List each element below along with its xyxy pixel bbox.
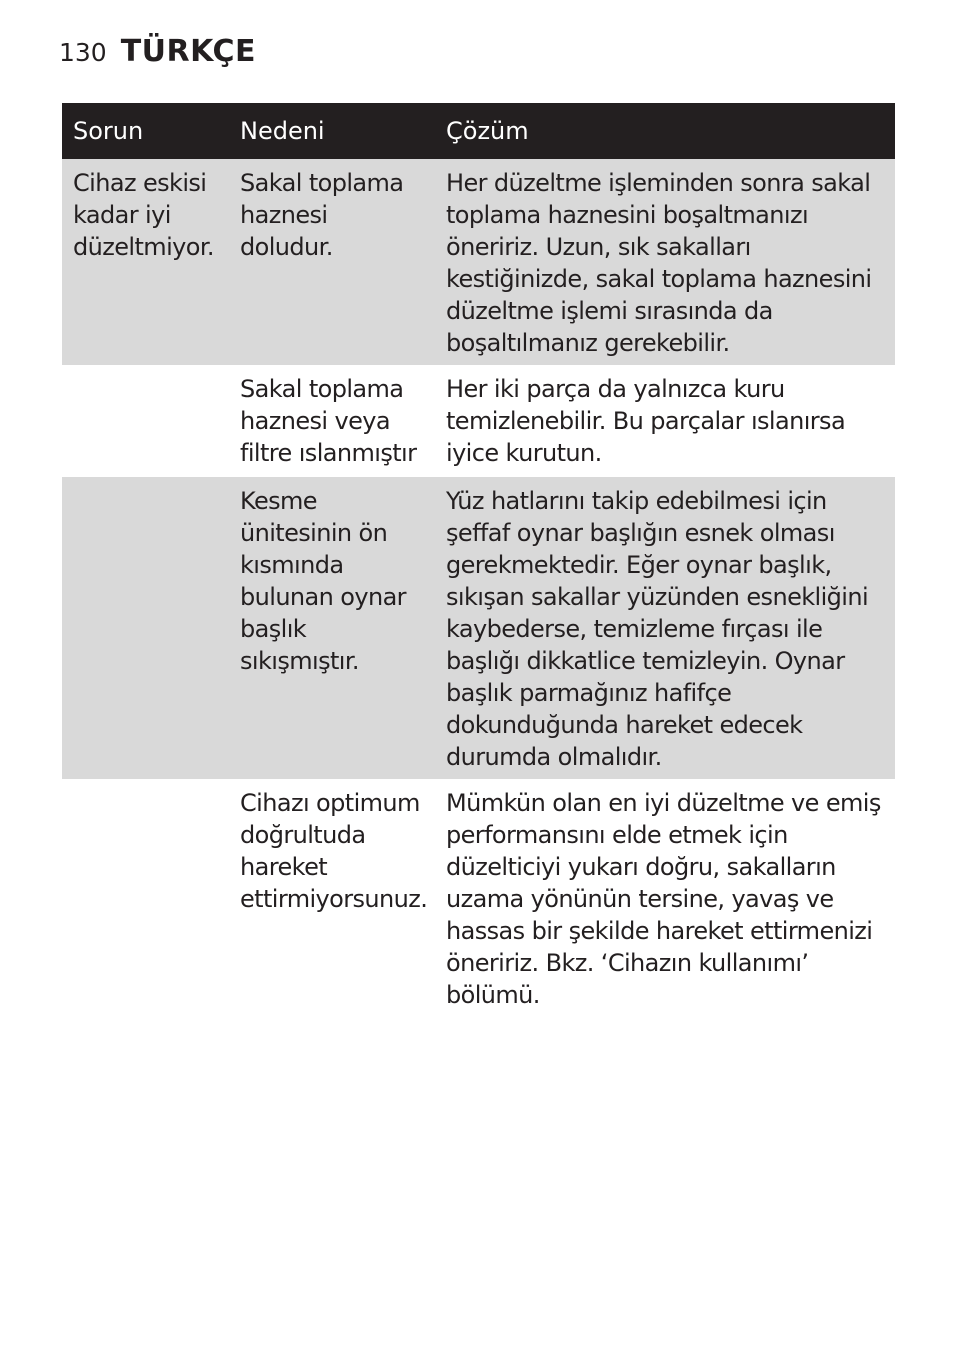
- table-header-row: [62, 103, 895, 159]
- table-row: [62, 477, 895, 779]
- page-number: 130: [59, 38, 107, 67]
- problem-cell: Cihaz eskisi kadar iyi düzeltmiyor.: [62, 159, 229, 365]
- section-title: TÜRKÇE: [120, 34, 257, 69]
- problem-cell: [62, 365, 229, 477]
- cause-cell: Cihazı optimum doğrultuda hareket ettirmiyorsunuz.: [229, 779, 435, 1017]
- troubleshooting-table: [62, 103, 895, 1017]
- cause-cell: Sakal toplama haznesi doludur.: [229, 159, 435, 365]
- column-header-cause: Nedeni: [229, 103, 435, 159]
- table-row: [62, 365, 895, 477]
- column-header-solution: Çözüm: [435, 103, 895, 159]
- solution-cell: Mümkün olan en iyi düzeltme ve emiş performansını elde etmek için düzelticiyi yukarı doğru, sakalların uzama yönünün tersine, yavaş ve hassas bir şekilde hareket ettirmenizi öneririz. Bkz. ‘Cihazın kullanımı’ bölümü.: [435, 779, 895, 1017]
- solution-cell: Her düzeltme işleminden sonra sakal toplama haznesini boşaltmanızı öneririz. Uzun, sık sakalları kestiğinizde, sakal toplama haznesini düzeltme işlemi sırasında da boşaltılmanız gerekebilir.: [435, 159, 895, 365]
- table-row: [62, 779, 895, 1017]
- page-header: [59, 34, 256, 69]
- cause-cell: Kesme ünitesinin ön kısmında bulunan oynar başlık sıkışmıştır.: [229, 477, 435, 779]
- column-header-problem: Sorun: [62, 103, 229, 159]
- problem-cell: [62, 779, 229, 1017]
- solution-cell: Yüz hatlarını takip edebilmesi için şeffaf oynar başlığın esnek olması gerekmektedir. Eğer oynar başlık, sıkışan sakallar yüzünden esnekliğini kaybederse, temizleme fırçası ile başlığı dikkatlice temizleyin. Oynar başlık parmağınız hafifçe dokunduğunda hareket edecek durumda olmalıdır.: [435, 477, 895, 779]
- solution-cell: Her iki parça da yalnızca kuru temizlenebilir. Bu parçalar ıslanırsa iyice kurutun.: [435, 365, 895, 477]
- table-row: [62, 159, 895, 365]
- problem-cell: [62, 477, 229, 779]
- cause-cell: Sakal toplama haznesi veya filtre ıslanmıştır: [229, 365, 435, 477]
